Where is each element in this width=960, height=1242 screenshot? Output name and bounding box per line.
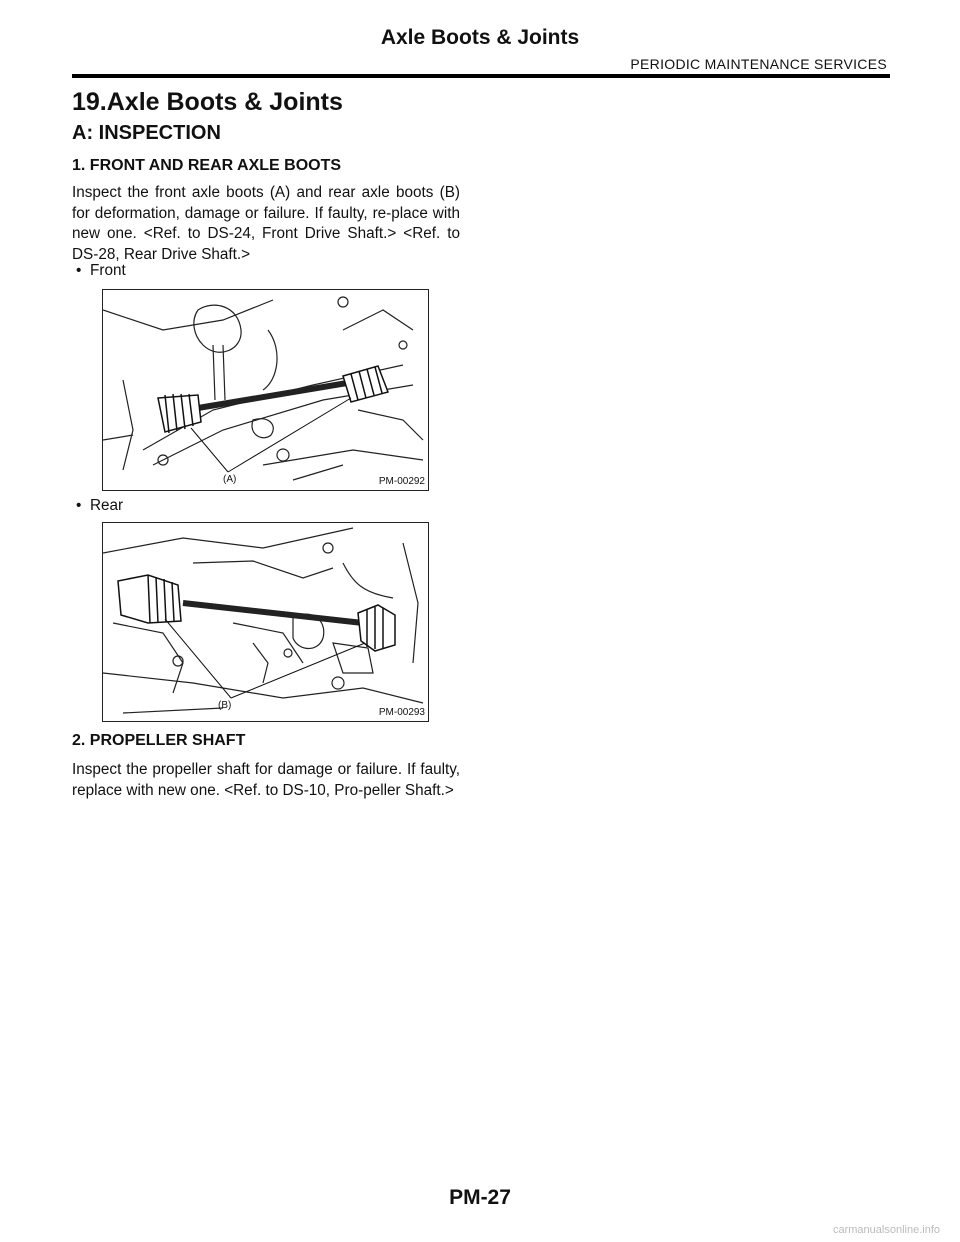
- bullet-front-label: Front: [90, 262, 126, 279]
- figure-front-label: (A): [223, 474, 237, 485]
- figure-front-axle-boots: [102, 289, 429, 491]
- header-title: Axle Boots & Joints: [380, 26, 580, 49]
- rear-axle-illustration: [103, 523, 428, 721]
- item-2-title: 2. PROPELLER SHAFT: [72, 732, 246, 749]
- header-section: PERIODIC MAINTENANCE SERVICES: [630, 56, 887, 72]
- bullet-dot-icon: •: [76, 262, 82, 279]
- figure-front-code: PM-00292: [378, 476, 425, 487]
- section-title: 19.Axle Boots & Joints: [72, 88, 343, 116]
- item-2-text: Inspect the propeller shaft for damage or failure. If faulty, replace with new one. <Ref. to DS-10, Pro-peller Shaft.>: [72, 761, 460, 799]
- bullet-rear: [76, 497, 123, 515]
- subsection-title: A: INSPECTION: [72, 122, 221, 144]
- bullet-front: [76, 262, 126, 280]
- front-axle-illustration: [103, 290, 428, 490]
- bullet-dot-icon: •: [76, 497, 82, 514]
- item-1-title: 1. FRONT AND REAR AXLE BOOTS: [72, 157, 342, 174]
- figure-rear-label: (B): [218, 700, 232, 711]
- item-1-text: Inspect the front axle boots (A) and rear axle boots (B) for deformation, damage or failure. If faulty, re-place with new one. <Ref. to DS-24, Front Drive Shaft.> <Ref. to DS-28, Rear Drive Shaft.>: [72, 184, 460, 263]
- figure-rear-code: PM-00293: [378, 707, 425, 718]
- page-number: PM-27: [449, 1186, 511, 1209]
- watermark: carmanualsonline.info: [832, 1224, 940, 1236]
- bullet-rear-label: Rear: [90, 497, 124, 514]
- header-rule: [72, 74, 890, 78]
- figure-rear-axle-boots: [102, 522, 429, 722]
